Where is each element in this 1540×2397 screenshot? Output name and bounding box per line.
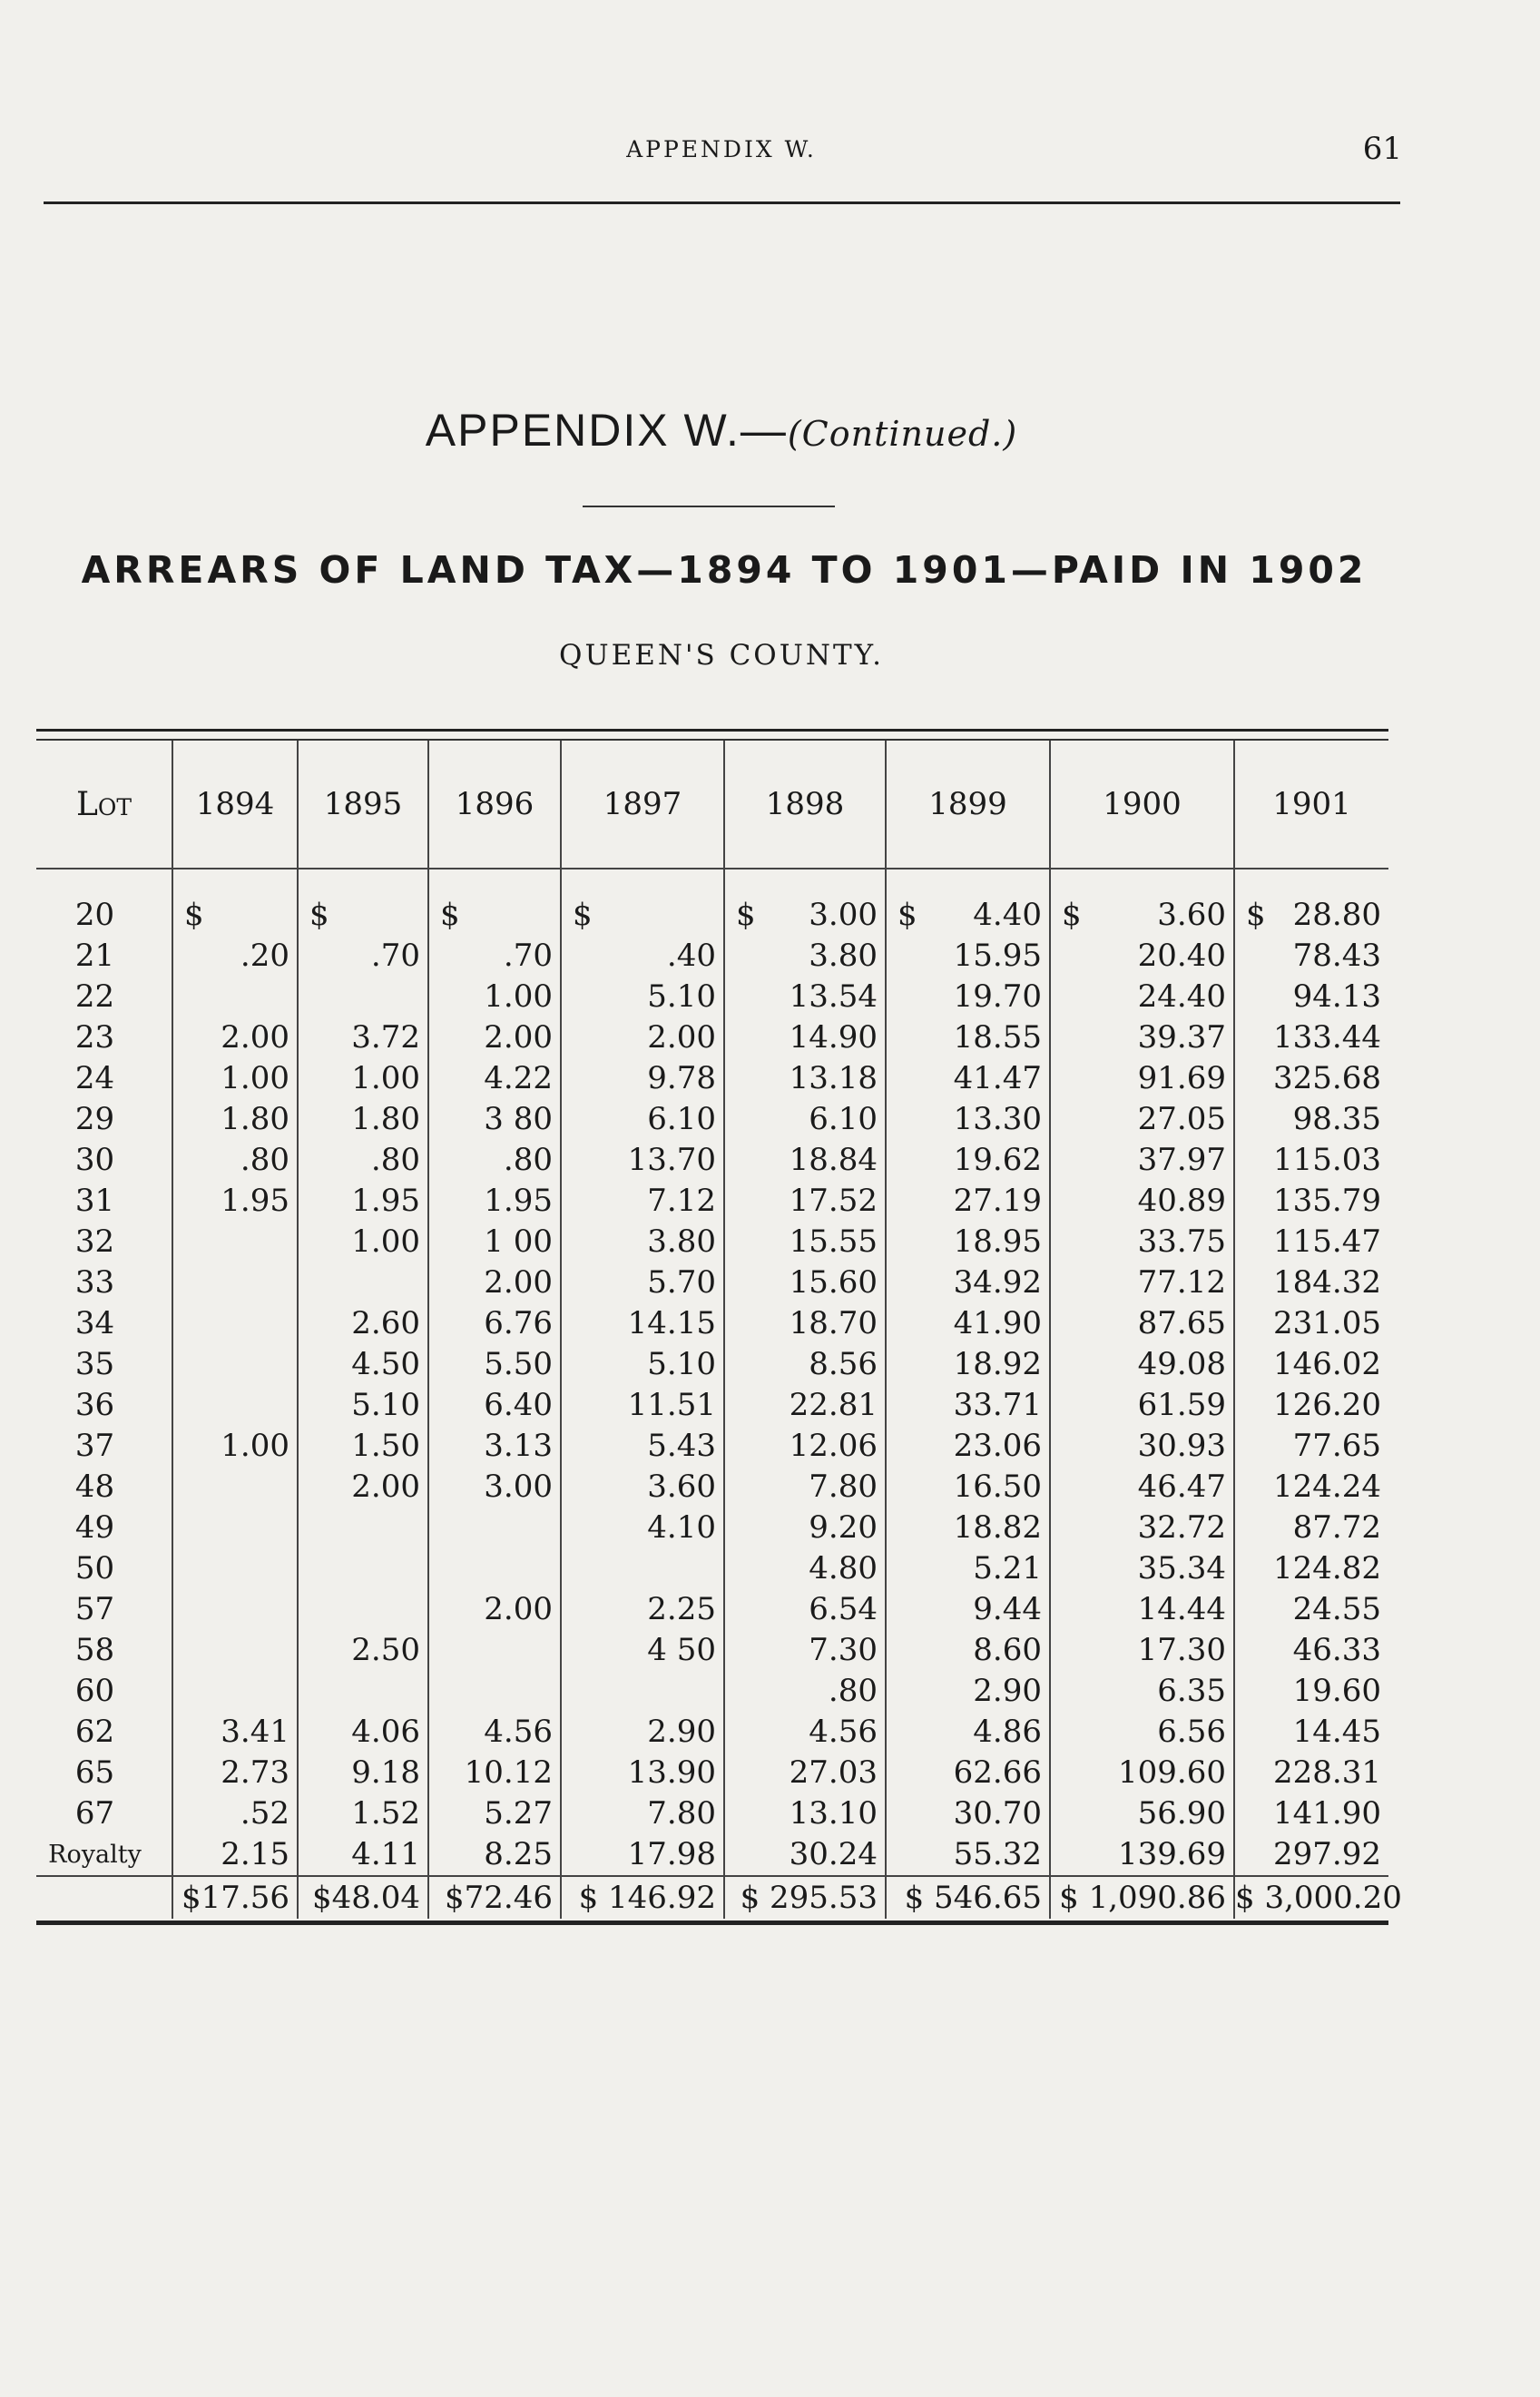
table-row (36, 977, 1388, 1017)
amount-cell (172, 895, 298, 936)
table-row (36, 1712, 1388, 1753)
amount-cell: 6.10 (561, 1099, 724, 1140)
page-title (0, 404, 1443, 457)
amount-cell (172, 1467, 298, 1508)
column-header-year: 1896 (428, 741, 561, 869)
amount-cell: 6.10 (724, 1099, 886, 1140)
amount-cell: 1.80 (298, 1099, 428, 1140)
column-header-year: 1895 (298, 741, 428, 869)
amount-cell: 9.18 (298, 1753, 428, 1793)
amount-cell: 6.76 (428, 1303, 561, 1344)
table-row (36, 1017, 1388, 1058)
amount-cell: 10.12 (428, 1753, 561, 1793)
amount-cell: 7.80 (561, 1793, 724, 1834)
amount-cell: .80 (724, 1671, 886, 1712)
lot-number-cell: 20 (74, 897, 115, 933)
amount-cell: 18.92 (886, 1344, 1050, 1385)
dollar-sign: $ (1062, 897, 1082, 933)
arrears-table (36, 741, 1402, 1919)
amount-cell: 13.10 (724, 1793, 886, 1834)
amount-cell: 1.80 (172, 1099, 298, 1140)
amount-cell: 27.03 (724, 1753, 886, 1793)
lot-number-cell: 29 (74, 1101, 115, 1137)
amount-cell (428, 1671, 561, 1712)
amount-cell: 15.60 (724, 1262, 886, 1303)
amount-cell: .40 (561, 936, 724, 977)
amount-cell: 2.90 (886, 1671, 1050, 1712)
amount-cell: 20.40 (1050, 936, 1234, 977)
lot-number-cell: 30 (74, 1142, 115, 1178)
amount-cell (172, 1671, 298, 1712)
table-row (36, 1467, 1388, 1508)
spacer-cell (1050, 869, 1234, 895)
amount-cell: 8.56 (724, 1344, 886, 1385)
arrears-table-wrapper (36, 729, 1402, 1925)
page-title-main: APPENDIX W.— (425, 405, 788, 456)
amount-cell: 115.47 (1234, 1222, 1388, 1262)
column-header-year: 1897 (561, 741, 724, 869)
amount-cell (561, 895, 724, 936)
amount-cell: 15.95 (886, 936, 1050, 977)
table-row (36, 1058, 1388, 1099)
amount-cell: 87.65 (1050, 1303, 1234, 1344)
amount-cell: 139.69 (1050, 1834, 1234, 1876)
amount-cell: 4.80 (724, 1548, 886, 1589)
header-rule (44, 201, 1400, 204)
amount-cell (172, 1589, 298, 1630)
amount-cell: 228.31 (1234, 1753, 1388, 1793)
amount-cell: 13.90 (561, 1753, 724, 1793)
amount-cell: 184.32 (1234, 1262, 1388, 1303)
table-row (36, 1181, 1388, 1222)
amount-cell: 17.30 (1050, 1630, 1234, 1671)
lot-number-cell: 32 (74, 1223, 115, 1260)
amount-cell: 4.50 (298, 1344, 428, 1385)
amount-cell (1234, 895, 1388, 936)
table-row (36, 1344, 1388, 1385)
amount-cell: 2.00 (561, 1017, 724, 1058)
amount-cell: 14.44 (1050, 1589, 1234, 1630)
amount-cell: 3.41 (172, 1712, 298, 1753)
amount-cell: 41.90 (886, 1303, 1050, 1344)
amount-cell: .52 (172, 1793, 298, 1834)
amount-cell: 4.11 (298, 1834, 428, 1876)
lot-number-cell: 65 (74, 1754, 115, 1791)
amount-cell: 1 00 (428, 1222, 561, 1262)
amount-cell (298, 1262, 428, 1303)
amount-cell: 231.05 (1234, 1303, 1388, 1344)
amount-cell: 133.44 (1234, 1017, 1388, 1058)
amount-cell: 91.69 (1050, 1058, 1234, 1099)
amount-cell: 2.00 (428, 1262, 561, 1303)
amount-cell: 62.66 (886, 1753, 1050, 1793)
lot-number-cell: Royalty (48, 1841, 142, 1869)
amount-cell: 9.78 (561, 1058, 724, 1099)
spacer-cell (561, 869, 724, 895)
amount-cell (298, 895, 428, 936)
amount-cell: 46.33 (1234, 1630, 1388, 1671)
amount-cell: 14.90 (724, 1017, 886, 1058)
amount-cell (428, 1548, 561, 1589)
running-title: APPENDIX W. (626, 136, 817, 162)
totals-row (36, 1876, 1388, 1919)
amount-cell: 1.50 (298, 1426, 428, 1467)
amount-cell: 6.54 (724, 1589, 886, 1630)
page-title-continued: (Continued.) (787, 414, 1018, 454)
header-spacer-row (36, 869, 1388, 895)
amount-cell: 5.10 (561, 1344, 724, 1385)
amount-cell: .80 (298, 1140, 428, 1181)
amount-cell: 141.90 (1234, 1793, 1388, 1834)
total-cell: $48.04 (298, 1876, 428, 1919)
spacer-cell (886, 869, 1050, 895)
amount-cell (172, 1508, 298, 1548)
amount-cell: 325.68 (1234, 1058, 1388, 1099)
amount-cell: 1.00 (172, 1426, 298, 1467)
amount-cell: 19.60 (1234, 1671, 1388, 1712)
amount-cell: .70 (428, 936, 561, 977)
table-row (36, 1834, 1388, 1876)
amount-cell: 22.81 (724, 1385, 886, 1426)
table-bottom-rule (36, 1921, 1388, 1925)
dollar-sign: $ (898, 897, 917, 933)
amount-cell: 16.50 (886, 1467, 1050, 1508)
amount-cell: 4.56 (428, 1712, 561, 1753)
column-header-year: 1898 (724, 741, 886, 869)
table-row (36, 1140, 1388, 1181)
amount-cell: 8.25 (428, 1834, 561, 1876)
amount-cell: 7.30 (724, 1630, 886, 1671)
amount-cell (172, 1262, 298, 1303)
column-header-year: 1894 (172, 741, 298, 869)
dollar-sign: $ (573, 897, 593, 933)
dollar-sign: $ (736, 897, 756, 933)
table-row (36, 1099, 1388, 1140)
amount-cell: 30.70 (886, 1793, 1050, 1834)
lot-number-cell: 34 (74, 1305, 115, 1341)
amount-cell: 2.50 (298, 1630, 428, 1671)
amount-cell: 32.72 (1050, 1508, 1234, 1548)
amount-cell: 13.30 (886, 1099, 1050, 1140)
amount-cell: 8.60 (886, 1630, 1050, 1671)
amount-cell (298, 1548, 428, 1589)
column-header-lot: Lot (36, 741, 172, 869)
lot-number-cell: 33 (74, 1264, 115, 1301)
table-row (36, 1753, 1388, 1793)
lot-number-cell: 62 (74, 1714, 115, 1750)
table-body (36, 869, 1402, 1919)
amount-cell (172, 1548, 298, 1589)
amount-cell: 124.82 (1234, 1548, 1388, 1589)
amount-cell: 98.35 (1234, 1099, 1388, 1140)
table-row (36, 1303, 1388, 1344)
amount-cell: 33.75 (1050, 1222, 1234, 1262)
amount-cell (298, 977, 428, 1017)
amount-cell: 24.55 (1234, 1589, 1388, 1630)
amount-cell: 7.12 (561, 1181, 724, 1222)
amount-cell: 3.00 (428, 1467, 561, 1508)
dollar-sign: $ (440, 897, 460, 933)
lot-number-cell: 31 (74, 1183, 115, 1219)
table-row (36, 1793, 1388, 1834)
amount-cell: 126.20 (1234, 1385, 1388, 1426)
amount-cell: 56.90 (1050, 1793, 1234, 1834)
table-row (36, 1222, 1388, 1262)
amount-cell: 94.13 (1234, 977, 1388, 1017)
amount-cell: .70 (298, 936, 428, 977)
amount-value: 3.60 (1157, 897, 1226, 933)
amount-cell: 1.00 (172, 1058, 298, 1099)
amount-cell: 3.60 (561, 1467, 724, 1508)
table-subtitle: ARREARS OF LAND TAX—1894 TO 1901—PAID IN 1902 (81, 548, 1368, 592)
total-cell: $17.56 (172, 1876, 298, 1919)
amount-cell: 23.06 (886, 1426, 1050, 1467)
dollar-sign: $ (1246, 897, 1266, 933)
spacer-cell (1234, 869, 1388, 895)
table-row (36, 1630, 1388, 1671)
amount-cell: 5.70 (561, 1262, 724, 1303)
column-header-year: 1901 (1234, 741, 1388, 869)
amount-cell: 3 80 (428, 1099, 561, 1140)
total-cell: $ 146.92 (561, 1876, 724, 1919)
running-head (0, 131, 1540, 172)
amount-cell: 5.50 (428, 1344, 561, 1385)
amount-cell: 87.72 (1234, 1508, 1388, 1548)
amount-cell: 5.43 (561, 1426, 724, 1467)
amount-cell: 18.84 (724, 1140, 886, 1181)
amount-cell: 14.45 (1234, 1712, 1388, 1753)
amount-cell: 5.10 (298, 1385, 428, 1426)
amount-cell (428, 1630, 561, 1671)
amount-cell: 3.13 (428, 1426, 561, 1467)
amount-cell: 124.24 (1234, 1467, 1388, 1508)
amount-cell: 4 50 (561, 1630, 724, 1671)
table-row (36, 1508, 1388, 1548)
table-row (36, 1426, 1388, 1467)
county-heading: QUEEN'S COUNTY. (559, 639, 884, 672)
amount-cell: 61.59 (1050, 1385, 1234, 1426)
amount-cell (428, 1508, 561, 1548)
amount-cell: 33.71 (886, 1385, 1050, 1426)
amount-cell: 2.73 (172, 1753, 298, 1793)
amount-cell (172, 1630, 298, 1671)
amount-cell (428, 895, 561, 936)
amount-cell (886, 895, 1050, 936)
amount-cell: 9.44 (886, 1589, 1050, 1630)
amount-cell: 2.00 (298, 1467, 428, 1508)
amount-cell (172, 1344, 298, 1385)
lot-number-cell: 36 (74, 1387, 115, 1423)
amount-cell: 2.25 (561, 1589, 724, 1630)
amount-cell (172, 1222, 298, 1262)
amount-cell: 2.15 (172, 1834, 298, 1876)
amount-cell: 5.27 (428, 1793, 561, 1834)
lot-number-cell: 22 (74, 978, 115, 1015)
amount-cell: 1.52 (298, 1793, 428, 1834)
amount-cell: 19.62 (886, 1140, 1050, 1181)
amount-cell: 17.98 (561, 1834, 724, 1876)
amount-cell: 3.80 (561, 1222, 724, 1262)
amount-cell: 2.00 (428, 1589, 561, 1630)
amount-cell: 4.56 (724, 1712, 886, 1753)
amount-cell (1050, 895, 1234, 936)
table-row (36, 1589, 1388, 1630)
total-cell: $ 295.53 (724, 1876, 886, 1919)
amount-cell: 4.06 (298, 1712, 428, 1753)
amount-cell: .80 (172, 1140, 298, 1181)
lot-number-cell: 49 (74, 1509, 115, 1546)
lot-number-cell: 23 (74, 1019, 115, 1056)
amount-cell: 1.95 (172, 1181, 298, 1222)
total-cell: $ 1,090.86 (1050, 1876, 1234, 1919)
amount-cell: 27.05 (1050, 1099, 1234, 1140)
amount-cell: 13.18 (724, 1058, 886, 1099)
lot-number-cell: 21 (74, 938, 115, 974)
amount-cell: 4.86 (886, 1712, 1050, 1753)
spacer-cell (724, 869, 886, 895)
lot-number-cell: 60 (74, 1673, 115, 1709)
lot-number-cell: 67 (74, 1795, 115, 1832)
amount-cell: 30.93 (1050, 1426, 1234, 1467)
lot-number-cell: 58 (74, 1632, 115, 1668)
page-number: 61 (1362, 131, 1402, 167)
amount-cell: 18.70 (724, 1303, 886, 1344)
amount-cell: 77.12 (1050, 1262, 1234, 1303)
amount-cell: 39.37 (1050, 1017, 1234, 1058)
amount-cell: 2.60 (298, 1303, 428, 1344)
amount-cell: 18.95 (886, 1222, 1050, 1262)
amount-cell: 5.21 (886, 1548, 1050, 1589)
table-row (36, 936, 1388, 977)
amount-cell (172, 1385, 298, 1426)
amount-cell (172, 977, 298, 1017)
amount-cell: 1.00 (298, 1058, 428, 1099)
amount-cell (724, 895, 886, 936)
amount-cell: 2.90 (561, 1712, 724, 1753)
amount-cell: 297.92 (1234, 1834, 1388, 1876)
amount-cell: 135.79 (1234, 1181, 1388, 1222)
table-row (36, 1548, 1388, 1589)
spacer-cell (36, 869, 172, 895)
amount-cell: 9.20 (724, 1508, 886, 1548)
amount-cell: 77.65 (1234, 1426, 1388, 1467)
table-row (36, 1671, 1388, 1712)
amount-cell: 6.35 (1050, 1671, 1234, 1712)
amount-value: 4.40 (973, 897, 1042, 933)
amount-cell: 4.22 (428, 1058, 561, 1099)
amount-cell: 1.00 (298, 1222, 428, 1262)
amount-cell: 3.80 (724, 936, 886, 977)
total-cell: $ 546.65 (886, 1876, 1050, 1919)
amount-cell: 1.00 (428, 977, 561, 1017)
amount-cell (561, 1548, 724, 1589)
dollar-sign: $ (309, 897, 329, 933)
lot-number-cell: 37 (74, 1428, 115, 1464)
amount-cell: 14.15 (561, 1303, 724, 1344)
amount-cell: 35.34 (1050, 1548, 1234, 1589)
amount-cell: .80 (428, 1140, 561, 1181)
lot-number-cell: 24 (74, 1060, 115, 1096)
amount-cell (298, 1508, 428, 1548)
amount-cell (561, 1671, 724, 1712)
amount-cell: 13.70 (561, 1140, 724, 1181)
amount-cell: 146.02 (1234, 1344, 1388, 1385)
dollar-sign: $ (184, 897, 204, 933)
amount-cell: 2.00 (428, 1017, 561, 1058)
column-header-year: 1900 (1050, 741, 1234, 869)
amount-cell: 37.97 (1050, 1140, 1234, 1181)
table-header-row (36, 741, 1388, 869)
column-header-year: 1899 (886, 741, 1050, 869)
table-row (36, 895, 1388, 936)
amount-cell: 34.92 (886, 1262, 1050, 1303)
amount-cell (298, 1671, 428, 1712)
amount-cell: 40.89 (1050, 1181, 1234, 1222)
amount-value: 3.00 (809, 897, 878, 933)
amount-cell: 2.00 (172, 1017, 298, 1058)
amount-cell: 18.55 (886, 1017, 1050, 1058)
amount-cell: 4.10 (561, 1508, 724, 1548)
amount-cell: 11.51 (561, 1385, 724, 1426)
amount-cell: 3.72 (298, 1017, 428, 1058)
amount-cell: 6.56 (1050, 1712, 1234, 1753)
spacer-cell (298, 869, 428, 895)
amount-cell: 15.55 (724, 1222, 886, 1262)
amount-cell: 12.06 (724, 1426, 886, 1467)
amount-cell: 30.24 (724, 1834, 886, 1876)
amount-value: 28.80 (1292, 897, 1381, 933)
amount-cell: 7.80 (724, 1467, 886, 1508)
lot-number-cell: 48 (74, 1469, 115, 1505)
amount-cell (298, 1589, 428, 1630)
lot-number-cell: 50 (74, 1550, 115, 1587)
amount-cell: 115.03 (1234, 1140, 1388, 1181)
lot-number-cell: 57 (74, 1591, 115, 1627)
amount-cell: 19.70 (886, 977, 1050, 1017)
amount-cell: .20 (172, 936, 298, 977)
amount-cell: 78.43 (1234, 936, 1388, 977)
amount-cell: 17.52 (724, 1181, 886, 1222)
table-top-rule (36, 729, 1388, 732)
amount-cell: 13.54 (724, 977, 886, 1017)
amount-cell: 27.19 (886, 1181, 1050, 1222)
totals-label-cell (36, 1876, 172, 1919)
amount-cell: 46.47 (1050, 1467, 1234, 1508)
table-row (36, 1262, 1388, 1303)
spacer-cell (428, 869, 561, 895)
amount-cell: 49.08 (1050, 1344, 1234, 1385)
amount-cell: 41.47 (886, 1058, 1050, 1099)
total-cell: $ 3,000.20 (1234, 1876, 1388, 1919)
amount-cell: 1.95 (298, 1181, 428, 1222)
title-rule (583, 506, 835, 507)
spacer-cell (172, 869, 298, 895)
amount-cell: 18.82 (886, 1508, 1050, 1548)
amount-cell: 55.32 (886, 1834, 1050, 1876)
amount-cell: 109.60 (1050, 1753, 1234, 1793)
total-cell: $72.46 (428, 1876, 561, 1919)
amount-cell (172, 1303, 298, 1344)
lot-number-cell: 35 (74, 1346, 115, 1382)
amount-cell: 5.10 (561, 977, 724, 1017)
amount-cell: 1.95 (428, 1181, 561, 1222)
table-row (36, 1385, 1388, 1426)
amount-cell: 6.40 (428, 1385, 561, 1426)
amount-cell: 24.40 (1050, 977, 1234, 1017)
